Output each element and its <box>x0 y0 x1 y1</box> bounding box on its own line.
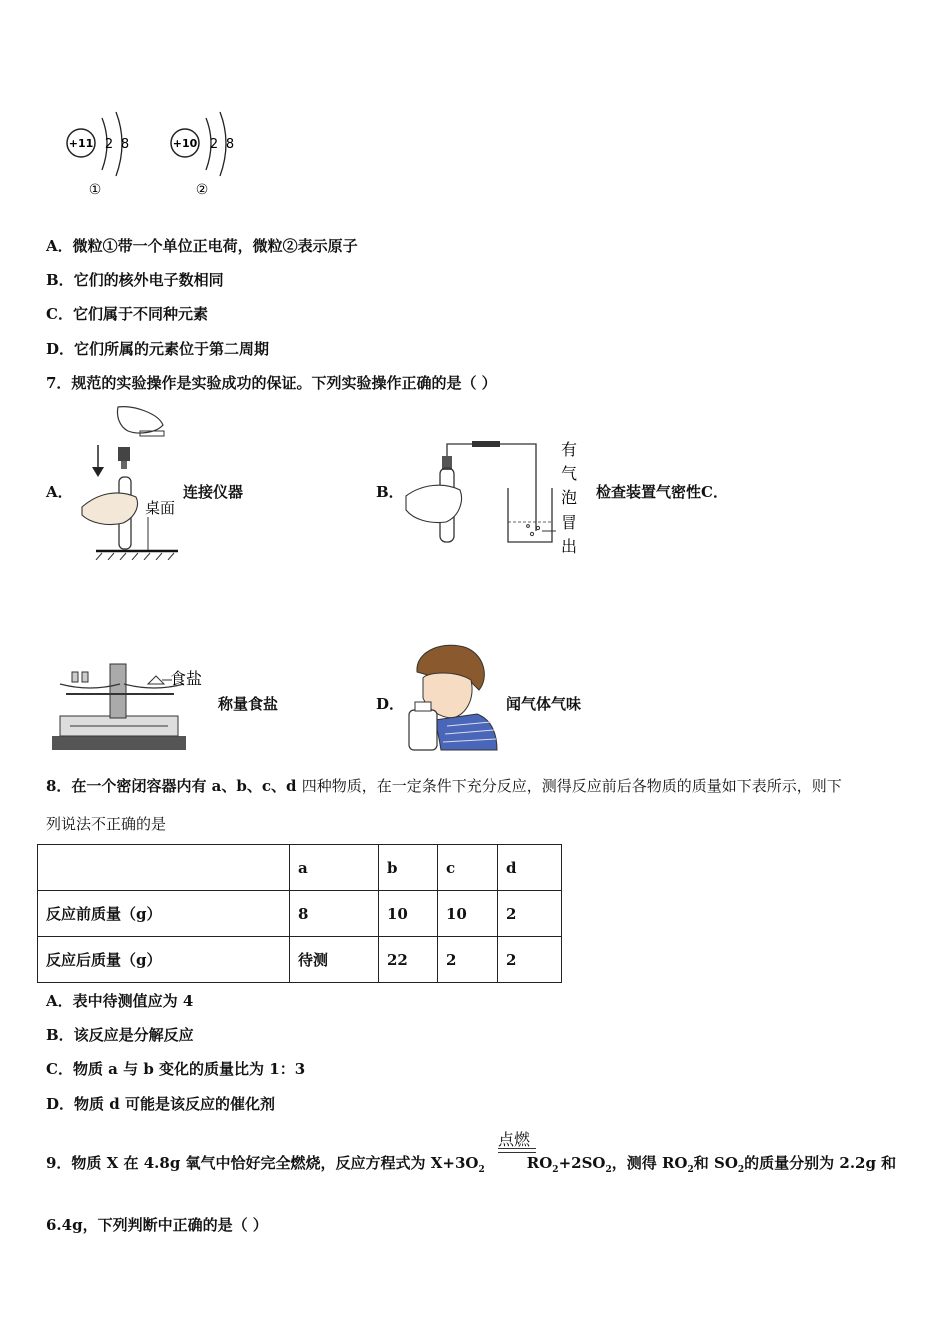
q8-option-b: B．该反应是分解反应 <box>46 1026 194 1044</box>
table-header-cell: a <box>290 845 379 891</box>
table-cell: 8 <box>290 891 379 937</box>
table-cell: 10 <box>438 891 498 937</box>
particle-1-label: ① <box>88 182 102 198</box>
q8-option-a: A．表中待测值应为 4 <box>46 992 194 1010</box>
particle-2-nucleus: +10 <box>172 137 198 150</box>
table-cell: 2 <box>498 937 562 983</box>
bubble-label-char-2: 气 <box>561 464 578 483</box>
smell-gas-illustration <box>405 642 500 752</box>
q9-sub2: 2 <box>552 1165 559 1175</box>
balance-scale-illustration <box>50 660 215 752</box>
q9-sub5: 2 <box>737 1165 745 1175</box>
bubble-label-char-5: 出 <box>561 537 578 556</box>
table-cell: 22 <box>379 937 438 983</box>
q8-option-d: D．物质 d 可能是该反应的催化剂 <box>46 1095 275 1113</box>
q6-option-a: A．微粒①带一个单位正电荷，微粒②表示原子 <box>46 237 358 255</box>
particle-2-shell-1: 2 <box>209 137 219 152</box>
q8-stem-bold: 8．在一个密闭容器内有 a、b、c、d <box>46 777 302 795</box>
q9-sub4: 2 <box>687 1165 694 1175</box>
particle-1-nucleus: +11 <box>68 137 94 150</box>
q6-option-b: B．它们的核外电子数相同 <box>46 271 224 289</box>
table-header-cell: c <box>438 845 498 891</box>
table-cell: 10 <box>379 891 438 937</box>
salt-label: 食盐 <box>170 669 203 688</box>
particle-2-shell-2: 8 <box>225 137 235 152</box>
q9-stem <box>46 1153 896 1180</box>
table-cell: 2 <box>498 891 562 937</box>
q9-stem-part2: RO <box>526 1154 553 1172</box>
q9-stem-part6: 的质量分别为 2.2g 和 <box>744 1154 897 1172</box>
particle-1-shell-2: 8 <box>120 137 130 152</box>
q9-stem-part5: 和 SO <box>693 1154 738 1172</box>
bubble-label-char-3: 泡 <box>561 488 578 507</box>
table-header-cell <box>38 845 290 891</box>
table-row <box>38 891 562 937</box>
q7-option-a-caption: 连接仪器 <box>183 483 244 501</box>
q7-option-b-letter: B． <box>376 483 404 501</box>
q7-option-a-letter: A． <box>46 483 73 501</box>
q6-option-d: D．它们所属的元素位于第二周期 <box>46 340 270 358</box>
q7-stem: 7．规范的实验操作是实验成功的保证。下列实验操作正确的是（ ） <box>46 374 497 392</box>
q8-option-c: C．物质 a 与 b 变化的质量比为 1：3 <box>46 1060 306 1078</box>
q8-stem-rest: 四种物质，在一定条件下充分反应，测得反应前后各物质的质量如下表所示，则下 <box>301 777 842 795</box>
table-cell: 反应前质量（g） <box>38 891 290 937</box>
air-tightness-illustration <box>404 436 589 558</box>
table-row <box>38 937 562 983</box>
q6-option-c: C．它们属于不同种元素 <box>46 305 208 323</box>
q8-stem-line2: 列说法不正确的是 <box>46 815 167 833</box>
atom-structure-diagram <box>55 108 255 203</box>
bubble-label-char-1: 有 <box>561 440 578 459</box>
q7-option-b-caption: 检查装置气密性C． <box>596 483 728 501</box>
table-cell: 待测 <box>290 937 379 983</box>
desk-label: 桌面 <box>145 499 176 517</box>
mass-table <box>37 844 562 983</box>
particle-1-shell-1: 2 <box>104 137 114 152</box>
q9-stem-part4: ，测得 RO <box>611 1154 688 1172</box>
particle-1-diagram <box>67 112 129 198</box>
table-header-cell: d <box>498 845 562 891</box>
table-header-cell: b <box>379 845 438 891</box>
q9-sub3: 2 <box>605 1165 612 1175</box>
table-cell: 2 <box>438 937 498 983</box>
bubble-label-char-4: 冒 <box>561 513 578 532</box>
table-header-row <box>38 845 562 891</box>
table-cell: 反应后质量（g） <box>38 937 290 983</box>
particle-2-label: ② <box>195 182 209 198</box>
q7-option-d-letter: D． <box>376 695 405 713</box>
q7-option-c-caption: 称量食盐 <box>218 695 279 713</box>
connect-instruments-illustration <box>78 405 183 560</box>
q9-sub1: 2 <box>478 1165 485 1175</box>
q9-stem-part3: +2SO <box>558 1154 606 1172</box>
particle-2-diagram <box>171 112 234 198</box>
q8-stem <box>46 776 842 796</box>
q9-stem-line2: 6.4g，下列判断中正确的是（ ） <box>46 1216 268 1234</box>
q7-option-d-caption: 闻气体气味 <box>506 695 582 713</box>
q9-stem-part1: 9．物质 X 在 4.8g 氧气中恰好完全燃烧，反应方程式为 X+3O <box>46 1154 479 1172</box>
reaction-condition: 点燃 <box>498 1130 531 1149</box>
